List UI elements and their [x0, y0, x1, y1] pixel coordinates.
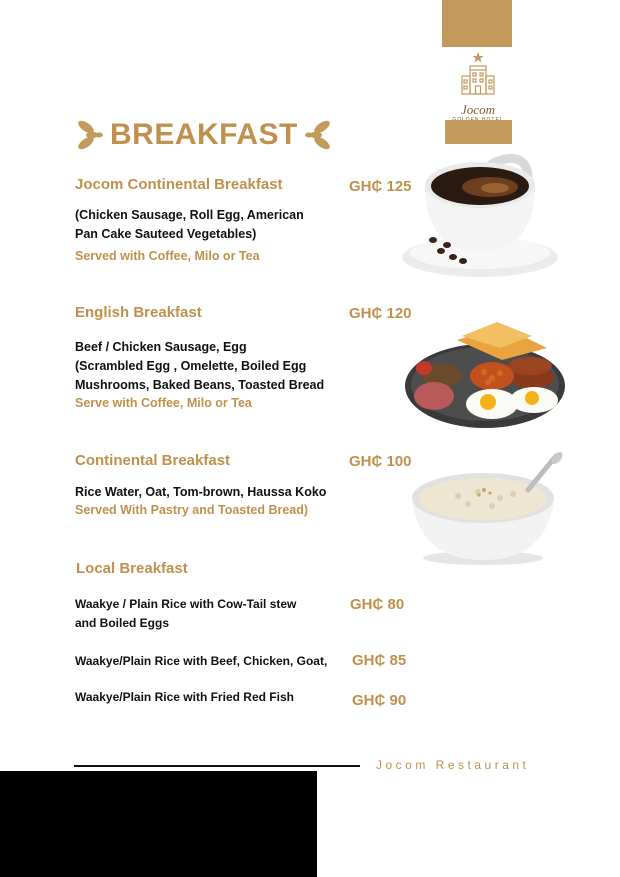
- desc-line: Pan Cake Sauteed Vegetables): [75, 227, 257, 241]
- item-name-continental-breakfast: Continental Breakfast: [75, 452, 231, 469]
- local-item-line: Waakye/Plain Rice with Beef, Chicken, Goat,: [75, 654, 328, 668]
- brand-name: Jocom: [461, 102, 495, 117]
- item-serve-continental-breakfast: Served With Pastry and Toasted Bread): [75, 503, 309, 517]
- local-item-price: GH₵ 85: [352, 652, 407, 669]
- local-item-name: [75, 688, 294, 707]
- desc-line: Beef / Chicken Sausage, Egg: [75, 340, 247, 354]
- item-desc-english-breakfast: [75, 338, 324, 395]
- footer-divider: [74, 765, 360, 767]
- item-desc-continental-breakfast: [75, 483, 326, 502]
- local-item-name: [75, 652, 327, 671]
- menu-title: [74, 115, 334, 155]
- black-corner-block: [0, 771, 317, 877]
- local-breakfast-heading: Local Breakfast: [76, 560, 188, 577]
- local-item-line: Waakye / Plain Rice with Cow-Tail stew: [75, 597, 297, 611]
- item-name-jocom-continental: Jocom Continental Breakfast: [75, 176, 283, 193]
- page-title: BREAKFAST: [110, 118, 298, 151]
- porridge-bowl-image: [408, 452, 563, 567]
- item-serve-english-breakfast: Serve with Coffee, Milo or Tea: [75, 396, 252, 410]
- desc-line: (Scrambled Egg , Omelette, Boiled Egg: [75, 359, 307, 373]
- item-price-continental-breakfast: GH₵ 100: [349, 453, 412, 470]
- local-item-line: and Boiled Eggs: [75, 616, 170, 630]
- footer-restaurant-name: Jocom Restaurant: [376, 758, 530, 772]
- local-item-line: Waakye/Plain Rice with Fried Red Fish: [75, 690, 294, 704]
- desc-line: (Chicken Sausage, Roll Egg, American: [75, 208, 304, 222]
- item-serve-jocom-continental: Served with Coffee, Milo or Tea: [75, 249, 260, 263]
- local-item-price: GH₵ 80: [350, 596, 405, 613]
- hotel-logo: [446, 50, 510, 122]
- item-price-english-breakfast: GH₵ 120: [349, 305, 412, 322]
- desc-line: Mushrooms, Baked Beans, Toasted Bread: [75, 378, 325, 392]
- leaf-ornament-left-icon: [74, 117, 104, 153]
- item-price-jocom-continental: GH₵ 125: [349, 178, 412, 195]
- local-item-name: [75, 595, 296, 633]
- english-breakfast-image: [402, 318, 568, 433]
- hotel-building-icon: [458, 50, 498, 96]
- leaf-ornament-right-icon: [304, 117, 334, 153]
- coffee-cup-image: [395, 135, 565, 285]
- top-accent-bar: [442, 0, 512, 47]
- desc-line: Rice Water, Oat, Tom-brown, Haussa Koko: [75, 485, 327, 499]
- item-desc-jocom-continental: [75, 206, 304, 244]
- local-item-price: GH₵ 90: [352, 692, 407, 709]
- item-name-english-breakfast: English Breakfast: [75, 304, 202, 321]
